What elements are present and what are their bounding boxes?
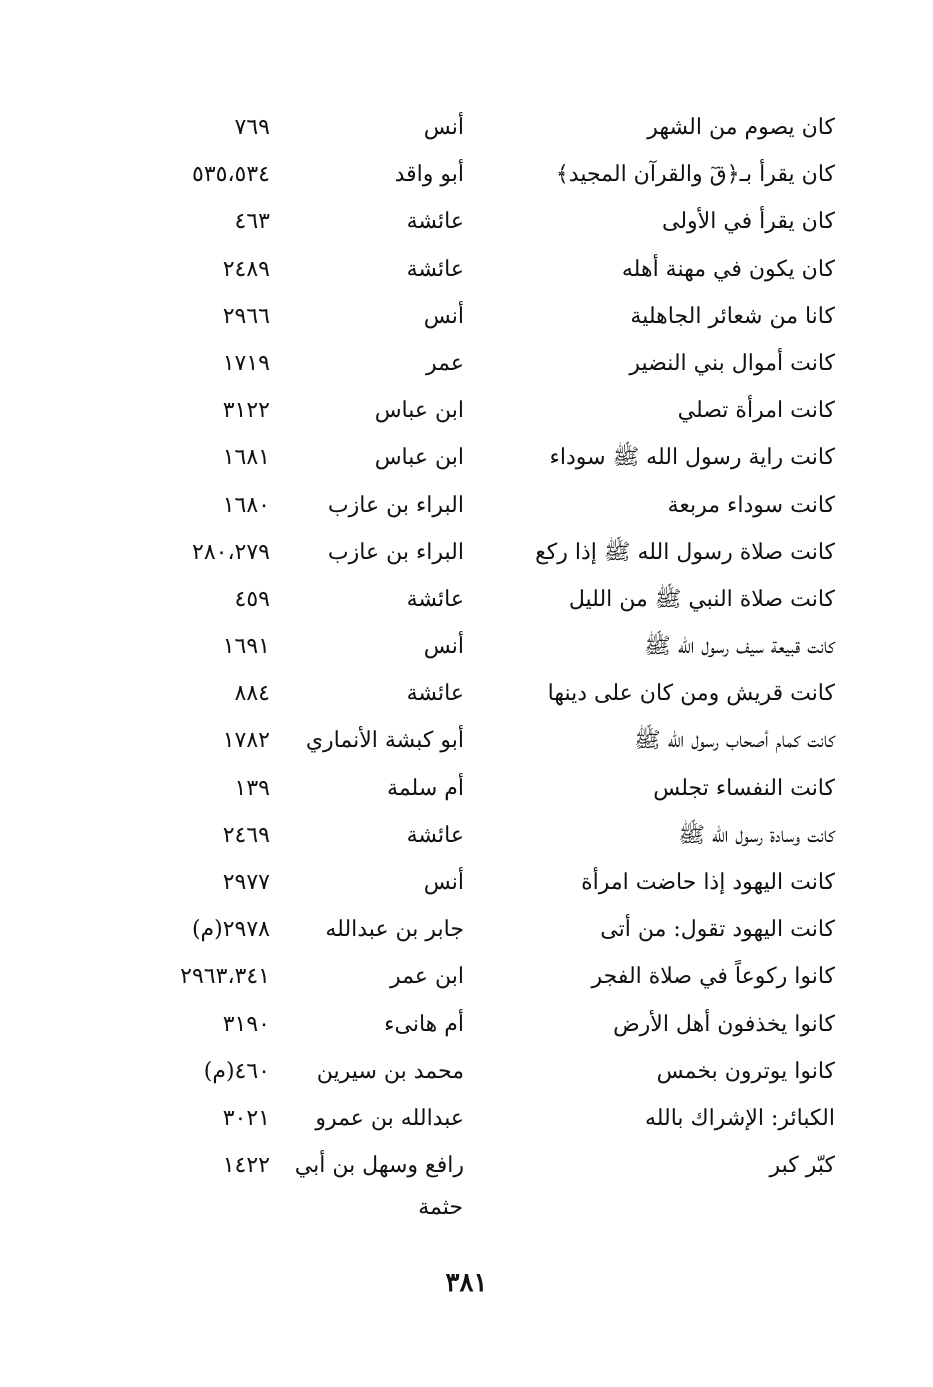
index-row — [150, 151, 850, 198]
hadith-number: ١٤٢٢ — [222, 1153, 270, 1179]
narrator-name: عائشة — [406, 822, 464, 848]
index-row — [150, 623, 850, 670]
narrator-name: أنس — [423, 634, 464, 660]
hadith-opening: كانت امرأة تصلي — [677, 398, 835, 424]
index-row — [150, 340, 850, 387]
hadith-number: ٢٤٨٩ — [222, 256, 270, 282]
narrator-name: عائشة — [406, 209, 464, 235]
narrator-name: عبدالله بن عمرو — [315, 1105, 464, 1131]
narrator-name: أبو كبشة الأنماري — [305, 728, 464, 754]
hadith-number: ٧٦٩ — [234, 115, 270, 140]
hadith-opening: كانت كمام أصحاب رسول الله ﷺ — [634, 728, 835, 754]
hadith-number: ١٧١٩ — [222, 350, 270, 376]
hadith-number: ٣١٢٢ — [222, 398, 270, 424]
hadith-number: ٤٦٣ — [234, 209, 270, 235]
narrator-name: أنس — [423, 303, 464, 329]
hadith-opening: كانت قبيعة سيف رسول الله ﷺ — [644, 634, 835, 660]
hadith-number: ١٦٨١ — [222, 445, 270, 471]
hadith-opening: كان يقرأ بـ﴿قٓ والقرآن المجيد﴾ — [555, 162, 835, 188]
hadith-opening: كانت قريش ومن كان على دينها — [547, 681, 835, 707]
index-row — [150, 104, 850, 151]
hadith-opening: كانت راية رسول الله ﷺ سوداء — [549, 445, 835, 471]
hadith-opening: كان يصوم من الشهر — [647, 115, 835, 140]
hadith-opening: كبّر كبر — [769, 1153, 835, 1179]
index-row — [150, 529, 850, 576]
narrator-name: رافع وسهل بن أبي — [294, 1153, 464, 1179]
index-row — [150, 293, 850, 340]
index-row — [150, 434, 850, 481]
index-row — [150, 1048, 850, 1095]
index-row — [150, 812, 850, 859]
narrator-name: أنس — [423, 870, 464, 895]
hadith-number: ١٦٩١ — [222, 634, 270, 660]
narrator-name: جابر بن عبدالله — [325, 917, 464, 943]
narrator-name: أم سلمة — [387, 775, 464, 801]
index-row — [150, 1095, 850, 1142]
hadith-number: ١٦٨٠ — [222, 492, 270, 518]
hadith-opening: كان يقرأ في الأولى — [662, 209, 835, 235]
hadith-number: ٢٩٧٨(م) — [191, 917, 270, 943]
index-row — [150, 953, 850, 1000]
hadith-number: ٢٩٧٧ — [222, 870, 270, 895]
hadith-number: ٢٤٦٩ — [222, 822, 270, 848]
narrator-name: البراء بن عازب — [327, 539, 464, 565]
hadith-opening: كانت اليهود إذا حاضت امرأة — [581, 870, 835, 895]
narrator-continuation: حثمة — [418, 1195, 463, 1220]
narrator-name: عائشة — [406, 681, 464, 707]
index-row — [150, 198, 850, 245]
narrator-name: عائشة — [406, 586, 464, 612]
index-row — [150, 387, 850, 434]
narrator-name: ابن عباس — [374, 398, 464, 424]
narrator-name: عمر — [426, 350, 464, 376]
hadith-number: ٢٨٠،٢٧٩ — [192, 539, 270, 565]
hadith-opening: كانت صلاة النبي ﷺ من الليل — [568, 586, 835, 612]
hadith-opening: كانت اليهود تقول: من أتى — [600, 917, 835, 943]
narrator-name: محمد بن سيرين — [316, 1058, 464, 1084]
page-number: ٣٨١ — [445, 1268, 488, 1298]
narrator-name: أنس — [423, 115, 464, 140]
hadith-opening: كانت وسادة رسول الله ﷺ — [678, 822, 835, 848]
narrator-name: عائشة — [406, 256, 464, 282]
narrator-name: البراء بن عازب — [327, 492, 464, 518]
hadith-number: ٨٨٤ — [234, 681, 270, 707]
index-row — [150, 670, 850, 717]
hadith-number: ٤٦٠(م) — [203, 1058, 270, 1084]
index-row — [150, 1001, 850, 1048]
hadith-number: ٢٩٦٦ — [222, 303, 270, 329]
narrator-name: أم هانىء — [384, 1011, 464, 1037]
index-row — [150, 1142, 850, 1189]
hadith-number: ٣٠٢١ — [222, 1105, 270, 1131]
hadith-opening: كانت النفساء تجلس — [653, 775, 835, 801]
hadith-opening: الكبائر: الإشراك بالله — [644, 1105, 835, 1131]
hadith-opening: كانت صلاة رسول الله ﷺ إذا ركع — [535, 539, 835, 565]
hadith-opening: كانوا يوترون بخمس — [656, 1058, 835, 1084]
hadith-opening: كانا من شعائر الجاهلية — [630, 303, 835, 329]
narrator-name: ابن عمر — [390, 964, 464, 990]
index-row — [150, 717, 850, 764]
narrator-name: أبو واقد — [394, 162, 464, 188]
index-row — [150, 765, 850, 812]
hadith-number: ٢٩٦٣،٣٤١ — [180, 964, 270, 990]
hadith-number: ٤٥٩ — [234, 586, 270, 612]
hadith-opening: كان يكون في مهنة أهله — [621, 256, 835, 282]
index-row — [150, 859, 850, 906]
index-row — [150, 906, 850, 953]
index-row — [150, 576, 850, 623]
narrator-name: ابن عباس — [374, 445, 464, 471]
hadith-opening: كانوا يخذفون أهل الأرض — [613, 1011, 835, 1037]
index-row — [150, 246, 850, 293]
hadith-opening: كانوا ركوعاً في صلاة الفجر — [591, 964, 835, 990]
hadith-index-table — [150, 104, 850, 1189]
index-row — [150, 482, 850, 529]
hadith-number: ١٣٩ — [234, 775, 270, 801]
hadith-number: ٥٣٥،٥٣٤ — [192, 162, 270, 188]
hadith-number: ١٧٨٢ — [222, 728, 270, 754]
hadith-number: ٣١٩٠ — [222, 1011, 270, 1037]
hadith-opening: كانت سوداء مربعة — [667, 492, 835, 518]
hadith-opening: كانت أموال بني النضير — [629, 350, 835, 376]
